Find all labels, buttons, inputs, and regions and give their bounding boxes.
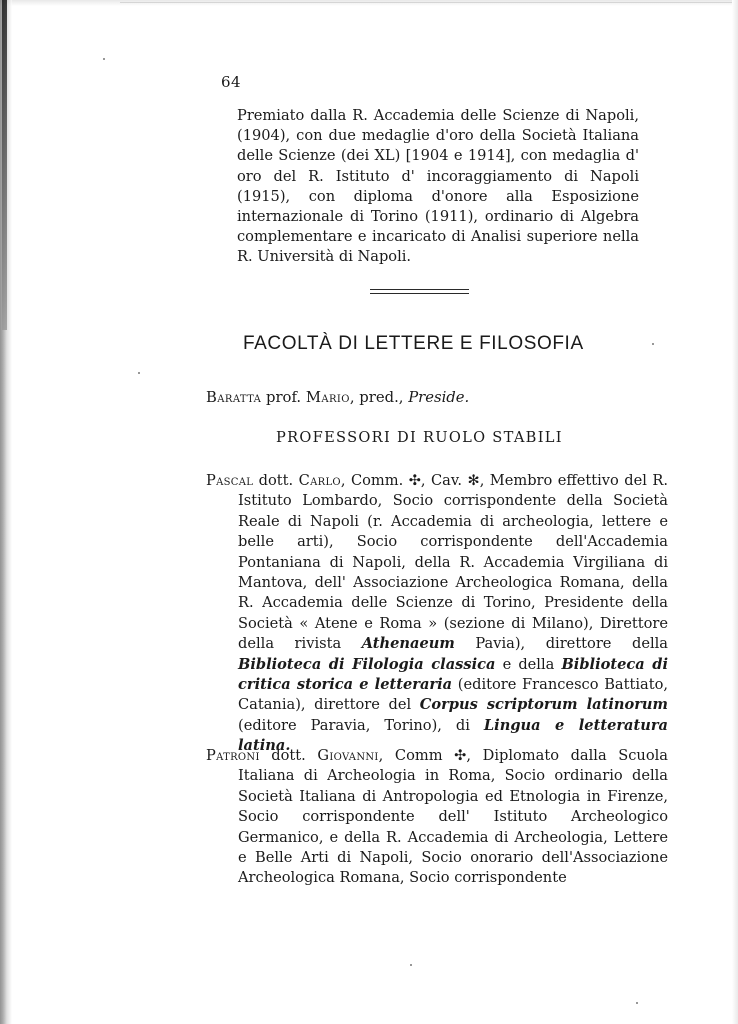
page-number: 64 [221, 73, 242, 91]
preside-first-name: Mario [305, 389, 350, 406]
section-title: FACOLTÀ DI LETTERE E FILOSOFIA [243, 333, 584, 354]
preside-surname: Baratta [206, 389, 262, 406]
preside-role: Preside. [408, 389, 470, 406]
scan-speck [138, 372, 140, 374]
scan-speck [103, 58, 105, 60]
pascal-text-4: e della [495, 655, 562, 673]
pascal-first-name: Carlo [298, 472, 341, 489]
patroni-surname: Patroni [206, 747, 260, 764]
pascal-series-4: Lingua e letteratura latina. [238, 716, 668, 755]
preside-text-1: prof. [261, 389, 306, 406]
pascal-text-6: (editore Paravia, Torino), di [238, 716, 484, 734]
scan-top-line [120, 2, 738, 3]
scan-speck [652, 343, 654, 345]
preside-text-2: , pred., [349, 389, 409, 406]
subheading-professori: PROFESSORI DI RUOLO STABILI [276, 429, 563, 446]
pascal-series-3: Corpus scriptorum latinorum [419, 696, 668, 714]
pascal-text-2: , Comm. ✣, Cav. ✻, Membro effettivo del R. Istituto Lombardo, Socio corrispondente della Società Reale di Napoli (r. Accademia di archeologia, lettere e belle arti), Socio corrispondente dell'Accademia Pontaniana di Napoli, della R. Accademia Virgiliana di Mantova, dell' Associazione Archeologica Romana, della R. Accademia delle Scienze di Torino, Presidente della Società « Atene e Roma » (sezione di Milano), Direttore della rivista [238, 472, 668, 653]
continued-paragraph: Premiato dalla R. Accademia delle Scienze di Napoli, (1904), con due medaglie d'oro della Società Italiana delle Scienze (dei XL) [1904 e 1914], con medaglia d' oro del R. Istituto d' incoraggiamento di Napoli (1915), con diploma d'onore alla Esposizione internazionale di Torino (1911), ordinario di Algebra complementare e incaricato di Analisi superiore nella R. Università di Napoli. [237, 107, 639, 266]
patroni-text-1: dott. [259, 747, 318, 764]
pascal-surname: Pascal [206, 472, 254, 489]
pascal-text-3: Pavia), direttore della [454, 635, 668, 653]
patroni-text-2: , Comm ✣, Diplomato dalla Scuola Italiana di Archeologia in Roma, Socio ordinario della Società Italiana di Antropologia ed Etnologia in Firenze, Socio corrispondente dell' Istituto Archeologico Germanico, e della R. Accademia di Archeologia, Lettere e Belle Arti di Napoli, Socio onorario dell'Associazione Archeologica Romana, Socio corrispondente [238, 747, 668, 887]
section-divider-top [370, 289, 469, 290]
pascal-journal: Athenaeum [361, 635, 455, 653]
pascal-text-1: dott. [253, 472, 299, 489]
pascal-text-5: (editore Francesco Battiato, Catania), direttore del [238, 676, 669, 714]
scan-left-shadow [2, 0, 7, 330]
pascal-series-2: Biblioteca di critica storica e letteraria [238, 655, 668, 694]
scan-speck [410, 964, 412, 966]
entry-patroni [206, 746, 668, 889]
section-divider-bottom [370, 293, 469, 294]
scan-top-edge [0, 0, 738, 6]
preside-line [206, 389, 469, 406]
entry-pascal [206, 471, 668, 757]
patroni-first-name: Giovanni [317, 747, 379, 764]
pascal-series-1: Biblioteca di Filologia classica [238, 655, 496, 673]
scan-speck [636, 1002, 638, 1004]
scan-right-edge [732, 0, 738, 1024]
